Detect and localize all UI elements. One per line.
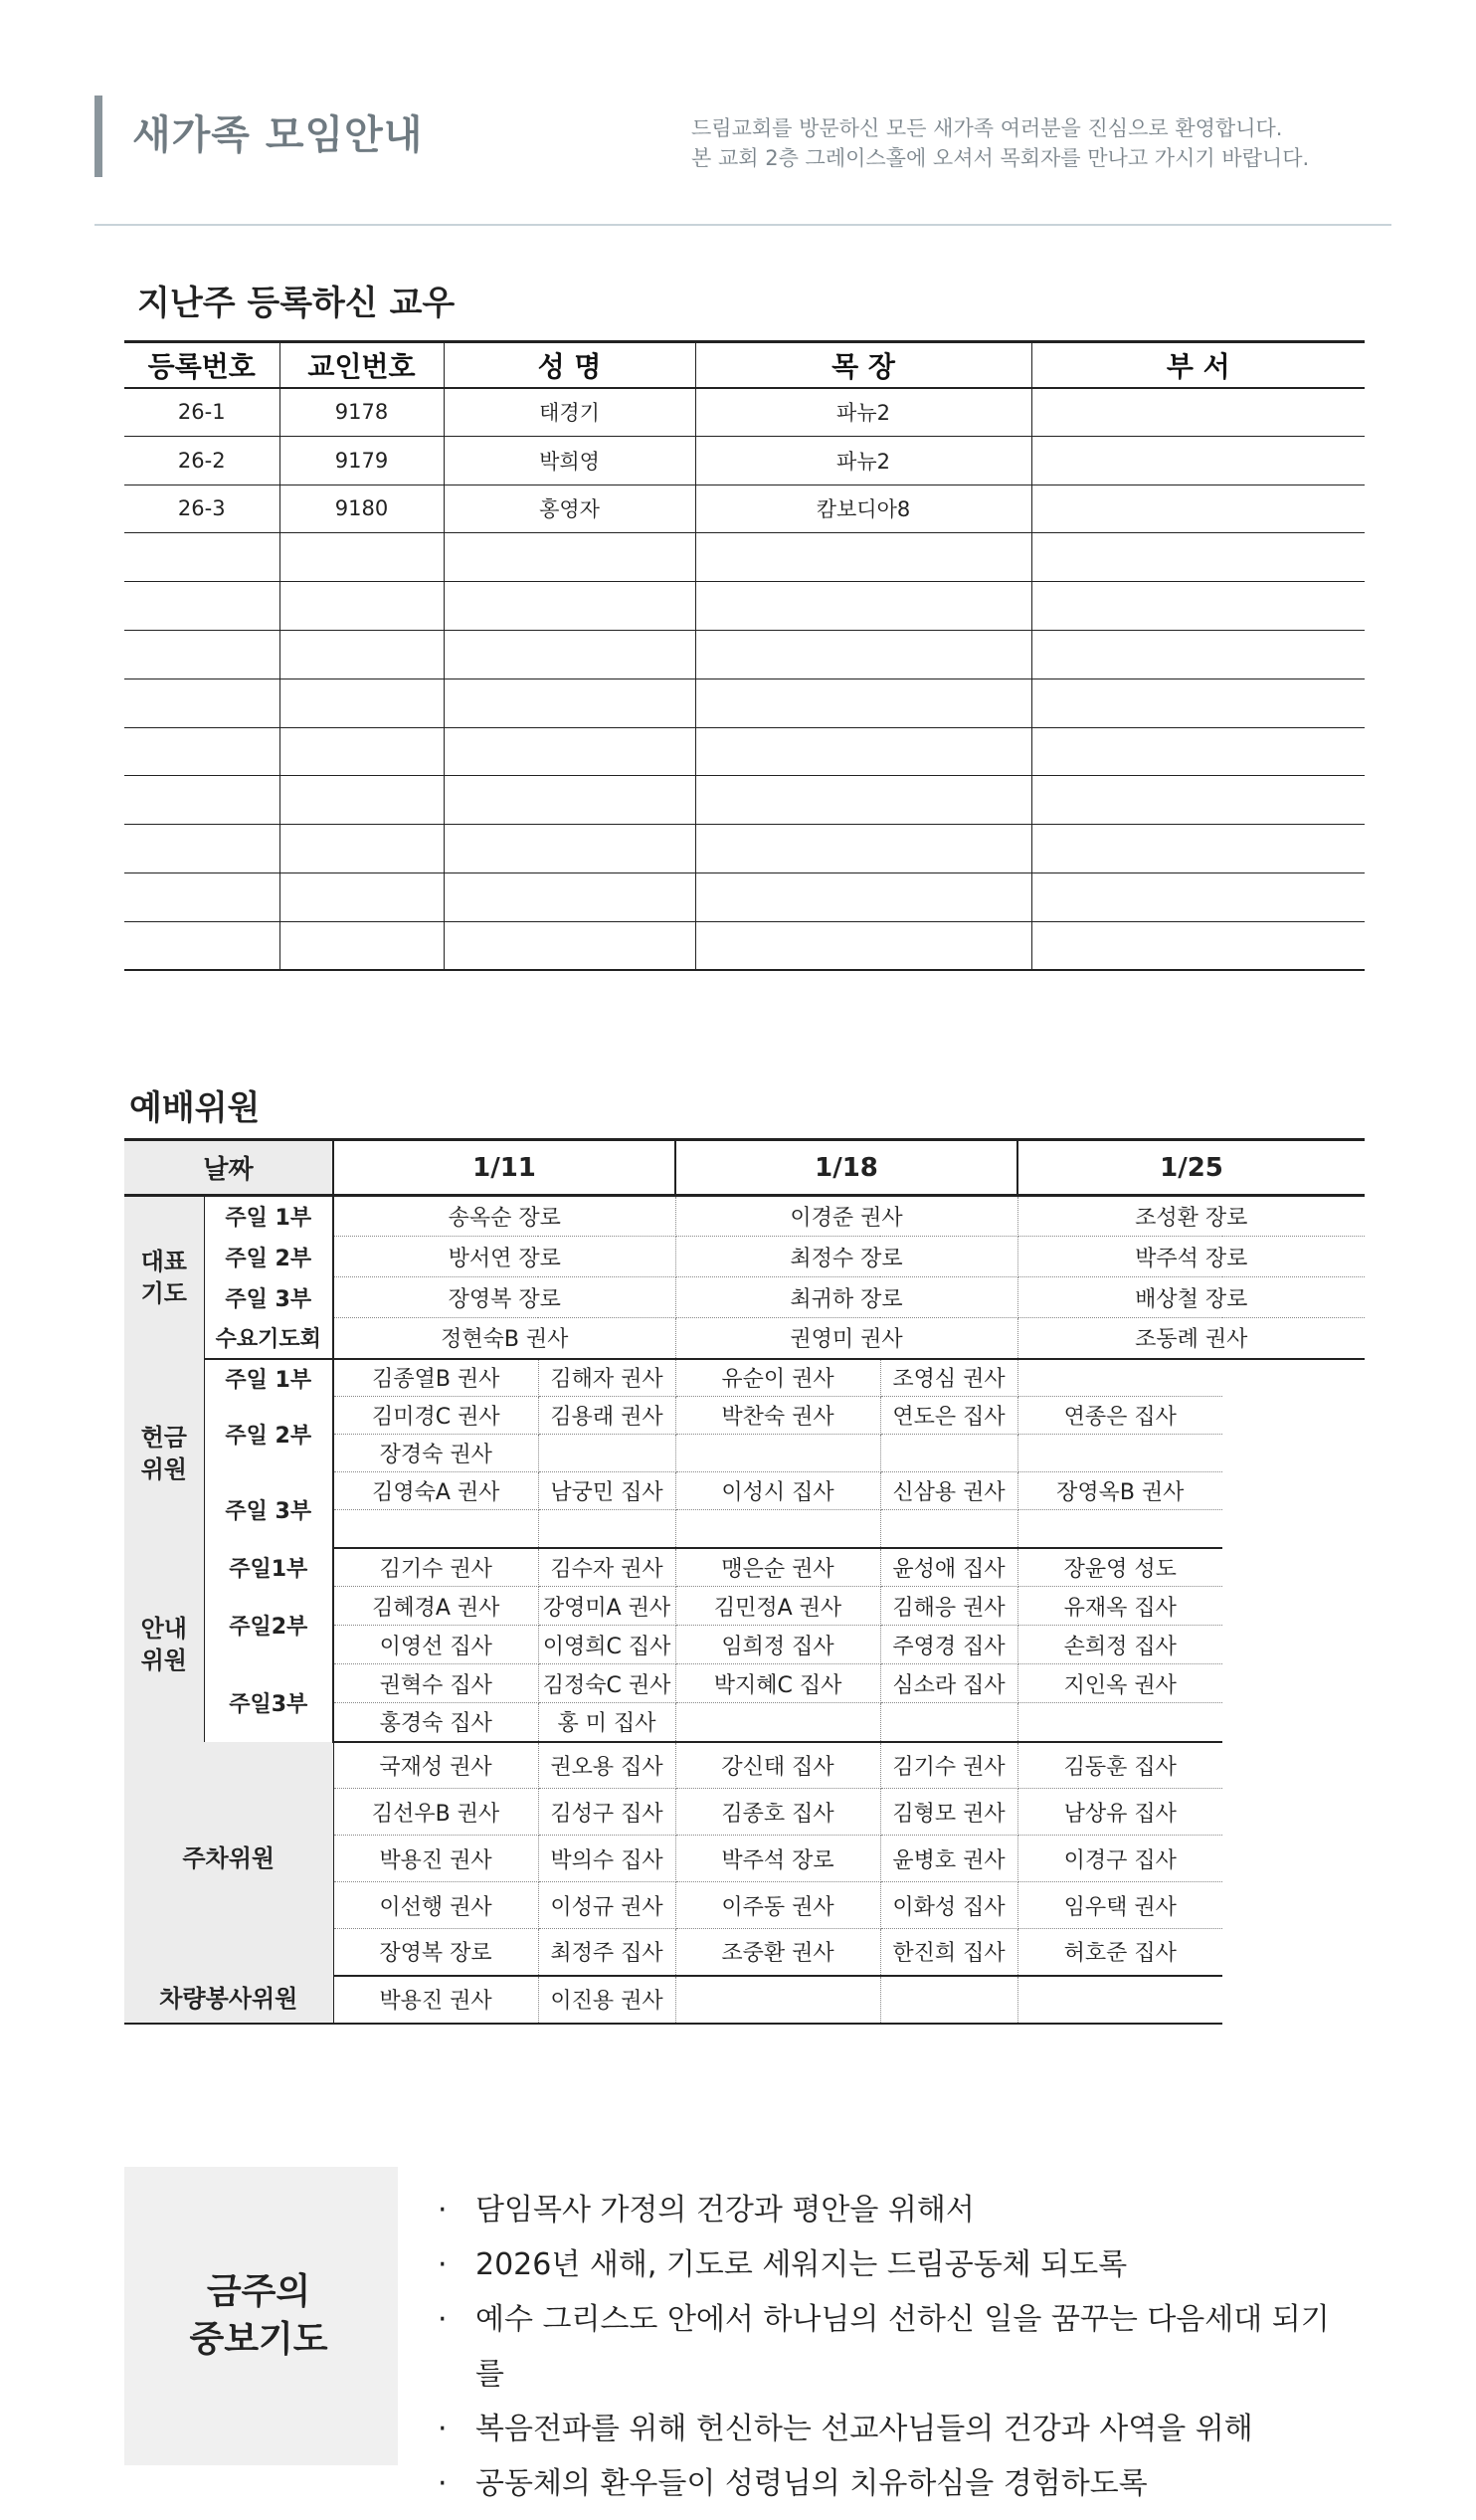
assignee-cell: 임우택 권사 [1017, 1882, 1222, 1929]
registration-cell [279, 630, 444, 678]
assignee-cell: 김성구 집사 [538, 1789, 675, 1836]
registration-body [124, 388, 1365, 971]
assignee-cell: 장영옥B 권사 [1017, 1472, 1222, 1510]
assignee-cell: 장경숙 권사 [333, 1435, 538, 1472]
assignee-cell: 이영선 집사 [333, 1626, 538, 1664]
registration-cell: 26-2 [124, 436, 279, 485]
registration-row [124, 921, 1365, 970]
assignee-cell: 최정수 장로 [675, 1237, 1017, 1277]
assignee-cell: 한진희 집사 [880, 1929, 1017, 1976]
registration-cell [695, 630, 1031, 678]
registration-cell [1031, 533, 1365, 582]
intercession-title-area [124, 2167, 393, 2465]
assignee-cell: 국재성 권사 [333, 1742, 538, 1789]
service-label: 주일 2부 [204, 1237, 333, 1277]
service-label: 주일 1부 [204, 1196, 333, 1237]
assignee-cell: 손희정 집사 [1017, 1626, 1222, 1664]
assignee-cell: 박의수 집사 [538, 1836, 675, 1882]
intercession-title-line1: 금주의 [206, 2271, 311, 2312]
category-prayer: 대표 기도 [124, 1196, 204, 1359]
page-title: 새가족 모임안내 [132, 112, 424, 158]
registration-cell [279, 533, 444, 582]
assignee-cell [675, 1703, 880, 1742]
registration-cell: 파뉴2 [695, 436, 1031, 485]
assignee-cell: 윤성애 집사 [880, 1548, 1017, 1587]
registration-cell [695, 582, 1031, 631]
registration-cell: 26-3 [124, 485, 279, 533]
registration-cell [444, 630, 695, 678]
welcome-notice-line2: 본 교회 2층 그레이스홀에 오셔서 목회자를 만나고 가시기 바랍니다. [691, 146, 1310, 170]
assignee-cell: 심소라 집사 [880, 1664, 1017, 1703]
welcome-notice [691, 113, 1387, 173]
worship-row [124, 1196, 1365, 1237]
intercession-item: · 공동체의 환우들이 성령님의 치유하심을 경험하도록 [438, 2456, 1352, 2511]
assignee-cell: 박주석 장로 [1017, 1237, 1365, 1277]
registration-row [124, 533, 1365, 582]
assignee-cell: 신삼용 권사 [880, 1472, 1017, 1510]
assignee-cell: 김해응 권사 [880, 1587, 1017, 1626]
assignee-cell [1017, 1976, 1222, 2024]
assignee-cell: 이영희C 집사 [538, 1626, 675, 1664]
assignee-cell: 유재옥 집사 [1017, 1587, 1222, 1626]
assignee-cell: 이경준 권사 [675, 1196, 1017, 1237]
assignee-cell [1017, 1510, 1222, 1548]
assignee-cell: 주영경 집사 [880, 1626, 1017, 1664]
registration-cell: 태경기 [444, 388, 695, 437]
intercession-item: · 복음전파를 위해 헌신하는 선교사님들의 건강과 사역을 위해 [438, 2402, 1352, 2456]
header-accent-bar [94, 96, 102, 177]
assignee-cell [675, 1976, 880, 2024]
service-label: 수요기도회 [204, 1318, 333, 1359]
registration-cell [124, 727, 279, 776]
assignee-cell [880, 1435, 1017, 1472]
assignee-cell: 최귀하 장로 [675, 1277, 1017, 1318]
assignee-cell: 장영복 장로 [333, 1929, 538, 1976]
assignee-cell: 홍경숙 집사 [333, 1703, 538, 1742]
registration-cell [279, 582, 444, 631]
assignee-cell [880, 1703, 1017, 1742]
assignee-cell: 이화성 집사 [880, 1882, 1017, 1929]
assignee-cell [1017, 1359, 1222, 1397]
assignee-cell: 홍 미 집사 [538, 1703, 675, 1742]
assignee-cell: 박주석 장로 [675, 1836, 880, 1882]
date-header-row [124, 1140, 1365, 1196]
assignee-cell: 연도은 집사 [880, 1397, 1017, 1435]
assignee-cell [675, 1510, 880, 1548]
assignee-cell: 이성시 집사 [675, 1472, 880, 1510]
registration-cell [1031, 727, 1365, 776]
registration-row [124, 582, 1365, 631]
assignee-cell: 김영숙A 권사 [333, 1472, 538, 1510]
registration-table [124, 340, 1365, 971]
registration-cell: 9179 [279, 436, 444, 485]
registration-cell [1031, 678, 1365, 727]
registration-cell [1031, 582, 1365, 631]
assignee-cell: 김형모 권사 [880, 1789, 1017, 1836]
assignee-cell: 강영미A 권사 [538, 1587, 675, 1626]
assignee-cell: 박지혜C 집사 [675, 1664, 880, 1703]
assignee-cell: 김기수 권사 [333, 1548, 538, 1587]
assignee-cell: 김민정A 권사 [675, 1587, 880, 1626]
col-header-member-no: 교인번호 [279, 342, 444, 388]
assignee-cell: 조성환 장로 [1017, 1196, 1365, 1237]
registration-cell [1031, 776, 1365, 825]
assignee-cell: 조중환 권사 [675, 1929, 880, 1976]
worship-row [124, 1742, 1365, 1789]
worship-row [124, 1664, 1365, 1703]
intercession-list [398, 2167, 1352, 2511]
assignee-cell: 김혜경A 권사 [333, 1587, 538, 1626]
col-header-reg-no: 등록번호 [124, 342, 279, 388]
registration-cell [1031, 825, 1365, 873]
worship-title: 예배위원 [129, 1088, 261, 1128]
service-label: 주일 2부 [204, 1397, 333, 1472]
assignee-cell [675, 1435, 880, 1472]
registration-cell [279, 825, 444, 873]
registration-title: 지난주 등록하신 교우 [137, 284, 456, 323]
registration-cell [444, 872, 695, 921]
assignee-cell: 김기수 권사 [880, 1742, 1017, 1789]
intercession-title [189, 2268, 327, 2364]
registration-cell [1031, 436, 1365, 485]
registration-cell [695, 533, 1031, 582]
worship-row [124, 1472, 1365, 1510]
assignee-cell: 최정주 집사 [538, 1929, 675, 1976]
registration-cell [444, 776, 695, 825]
registration-cell [444, 582, 695, 631]
registration-row [124, 776, 1365, 825]
assignee-cell: 이경구 집사 [1017, 1836, 1222, 1882]
registration-cell: 홍영자 [444, 485, 695, 533]
worship-row [124, 1397, 1365, 1435]
worship-row [124, 1237, 1365, 1277]
assignee-cell [880, 1976, 1017, 2024]
assignee-cell: 권오용 집사 [538, 1742, 675, 1789]
assignee-cell: 박용진 권사 [333, 1836, 538, 1882]
date-header: 1/25 [1017, 1140, 1365, 1196]
assignee-cell: 윤병호 권사 [880, 1836, 1017, 1882]
worship-row [124, 1359, 1365, 1397]
registration-cell: 캄보디아8 [695, 485, 1031, 533]
registration-cell [695, 776, 1031, 825]
registration-cell [279, 872, 444, 921]
intercession-box [124, 2167, 1352, 2501]
registration-cell [695, 921, 1031, 970]
assignee-cell: 김종열B 권사 [333, 1359, 538, 1397]
registration-row [124, 485, 1365, 533]
assignee-cell: 김동훈 집사 [1017, 1742, 1222, 1789]
worship-table [124, 1138, 1365, 2025]
worship-row [124, 1587, 1365, 1626]
registration-cell [695, 727, 1031, 776]
assignee-cell: 유순이 권사 [675, 1359, 880, 1397]
assignee-cell: 김용래 권사 [538, 1397, 675, 1435]
assignee-cell: 박찬숙 권사 [675, 1397, 880, 1435]
assignee-cell: 김해자 권사 [538, 1359, 675, 1397]
assignee-cell [333, 1510, 538, 1548]
registration-cell [1031, 485, 1365, 533]
registration-cell [695, 872, 1031, 921]
assignee-cell: 김수자 권사 [538, 1548, 675, 1587]
intercession-list-area [398, 2167, 1352, 2501]
registration-cell [1031, 921, 1365, 970]
category-usher: 안내 위원 [124, 1548, 204, 1742]
assignee-cell: 강신태 집사 [675, 1742, 880, 1789]
registration-cell [1031, 388, 1365, 437]
category-vehicle: 차량봉사위원 [124, 1976, 333, 2024]
assignee-cell: 박용진 권사 [333, 1976, 538, 2024]
service-label: 주일 1부 [204, 1359, 333, 1397]
registration-cell [124, 678, 279, 727]
assignee-cell: 방서연 장로 [333, 1237, 675, 1277]
assignee-cell [1017, 1703, 1222, 1742]
registration-row [124, 678, 1365, 727]
date-header: 1/18 [675, 1140, 1017, 1196]
registration-cell [695, 825, 1031, 873]
registration-cell [695, 678, 1031, 727]
assignee-cell [880, 1510, 1017, 1548]
registration-cell [124, 533, 279, 582]
page-header [94, 92, 1387, 177]
registration-cell [444, 727, 695, 776]
registration-row [124, 872, 1365, 921]
intercession-item: · 2026년 새해, 기도로 세워지는 드림공동체 되도록 [438, 2237, 1352, 2292]
assignee-cell: 김정숙C 권사 [538, 1664, 675, 1703]
welcome-notice-line1: 드림교회를 방문하신 모든 새가족 여러분을 진심으로 환영합니다. [691, 116, 1283, 140]
service-label: 주일 3부 [204, 1277, 333, 1318]
registration-row [124, 825, 1365, 873]
assignee-cell: 이성규 권사 [538, 1882, 675, 1929]
assignee-cell [538, 1510, 675, 1548]
col-header-department: 부 서 [1031, 342, 1365, 388]
registration-cell [1031, 630, 1365, 678]
intercession-title-line2: 중보기도 [189, 2319, 328, 2360]
registration-cell [124, 630, 279, 678]
service-label: 주일1부 [204, 1548, 333, 1587]
assignee-cell [538, 1435, 675, 1472]
assignee-cell: 장영복 장로 [333, 1277, 675, 1318]
assignee-cell [1017, 1435, 1222, 1472]
service-label: 주일 3부 [204, 1472, 333, 1548]
assignee-cell: 김미경C 권사 [333, 1397, 538, 1435]
col-header-name: 성 명 [444, 342, 695, 388]
assignee-cell: 조동례 권사 [1017, 1318, 1365, 1359]
assignee-cell: 남궁민 집사 [538, 1472, 675, 1510]
assignee-cell: 이진용 권사 [538, 1976, 675, 2024]
assignee-cell: 권혁수 집사 [333, 1664, 538, 1703]
col-header-group: 목 장 [695, 342, 1031, 388]
assignee-cell: 남상유 집사 [1017, 1789, 1222, 1836]
date-label: 날짜 [124, 1140, 333, 1196]
registration-row [124, 436, 1365, 485]
registration-cell: 파뉴2 [695, 388, 1031, 437]
registration-cell [279, 727, 444, 776]
registration-cell [279, 678, 444, 727]
registration-row [124, 630, 1365, 678]
registration-row [124, 388, 1365, 437]
registration-cell [1031, 872, 1365, 921]
registration-cell [124, 582, 279, 631]
registration-cell: 26-1 [124, 388, 279, 437]
registration-cell: 9180 [279, 485, 444, 533]
assignee-cell: 김선우B 권사 [333, 1789, 538, 1836]
intercession-item: · 담임목사 가정의 건강과 평안을 위해서 [438, 2183, 1352, 2237]
registration-cell [444, 825, 695, 873]
registration-cell [124, 921, 279, 970]
assignee-cell: 장윤영 성도 [1017, 1548, 1222, 1587]
header-divider [94, 224, 1391, 226]
assignee-cell: 연종은 집사 [1017, 1397, 1222, 1435]
registration-cell [124, 825, 279, 873]
worship-row [124, 1318, 1365, 1359]
registration-cell [124, 776, 279, 825]
service-label: 주일2부 [204, 1587, 333, 1664]
assignee-cell: 허호준 집사 [1017, 1929, 1222, 1976]
service-label: 주일3부 [204, 1664, 333, 1742]
assignee-cell: 이선행 권사 [333, 1882, 538, 1929]
assignee-cell: 정현숙B 권사 [333, 1318, 675, 1359]
assignee-cell: 권영미 권사 [675, 1318, 1017, 1359]
intercession-item: · 예수 그리스도 안에서 하나님의 선하신 일을 꿈꾸는 다음세대 되기를 [438, 2292, 1352, 2402]
registration-cell [279, 776, 444, 825]
assignee-cell: 송옥순 장로 [333, 1196, 675, 1237]
assignee-cell: 임희정 집사 [675, 1626, 880, 1664]
worship-body [124, 1196, 1365, 2024]
category-parking: 주차위원 [124, 1742, 333, 1976]
registration-cell: 박희영 [444, 436, 695, 485]
registration-cell [444, 533, 695, 582]
category-offering: 헌금 위원 [124, 1359, 204, 1548]
worship-row [124, 1976, 1365, 2024]
assignee-cell: 이주동 권사 [675, 1882, 880, 1929]
registration-cell: 9178 [279, 388, 444, 437]
worship-row [124, 1277, 1365, 1318]
date-header: 1/11 [333, 1140, 675, 1196]
assignee-cell: 배상철 장로 [1017, 1277, 1365, 1318]
registration-cell [444, 678, 695, 727]
worship-row [124, 1548, 1365, 1587]
assignee-cell: 조영심 권사 [880, 1359, 1017, 1397]
registration-cell [279, 921, 444, 970]
registration-row [124, 727, 1365, 776]
registration-header-row [124, 342, 1365, 388]
assignee-cell: 맹은순 권사 [675, 1548, 880, 1587]
assignee-cell: 김종호 집사 [675, 1789, 880, 1836]
assignee-cell: 지인옥 권사 [1017, 1664, 1222, 1703]
registration-cell [444, 921, 695, 970]
registration-cell [124, 872, 279, 921]
